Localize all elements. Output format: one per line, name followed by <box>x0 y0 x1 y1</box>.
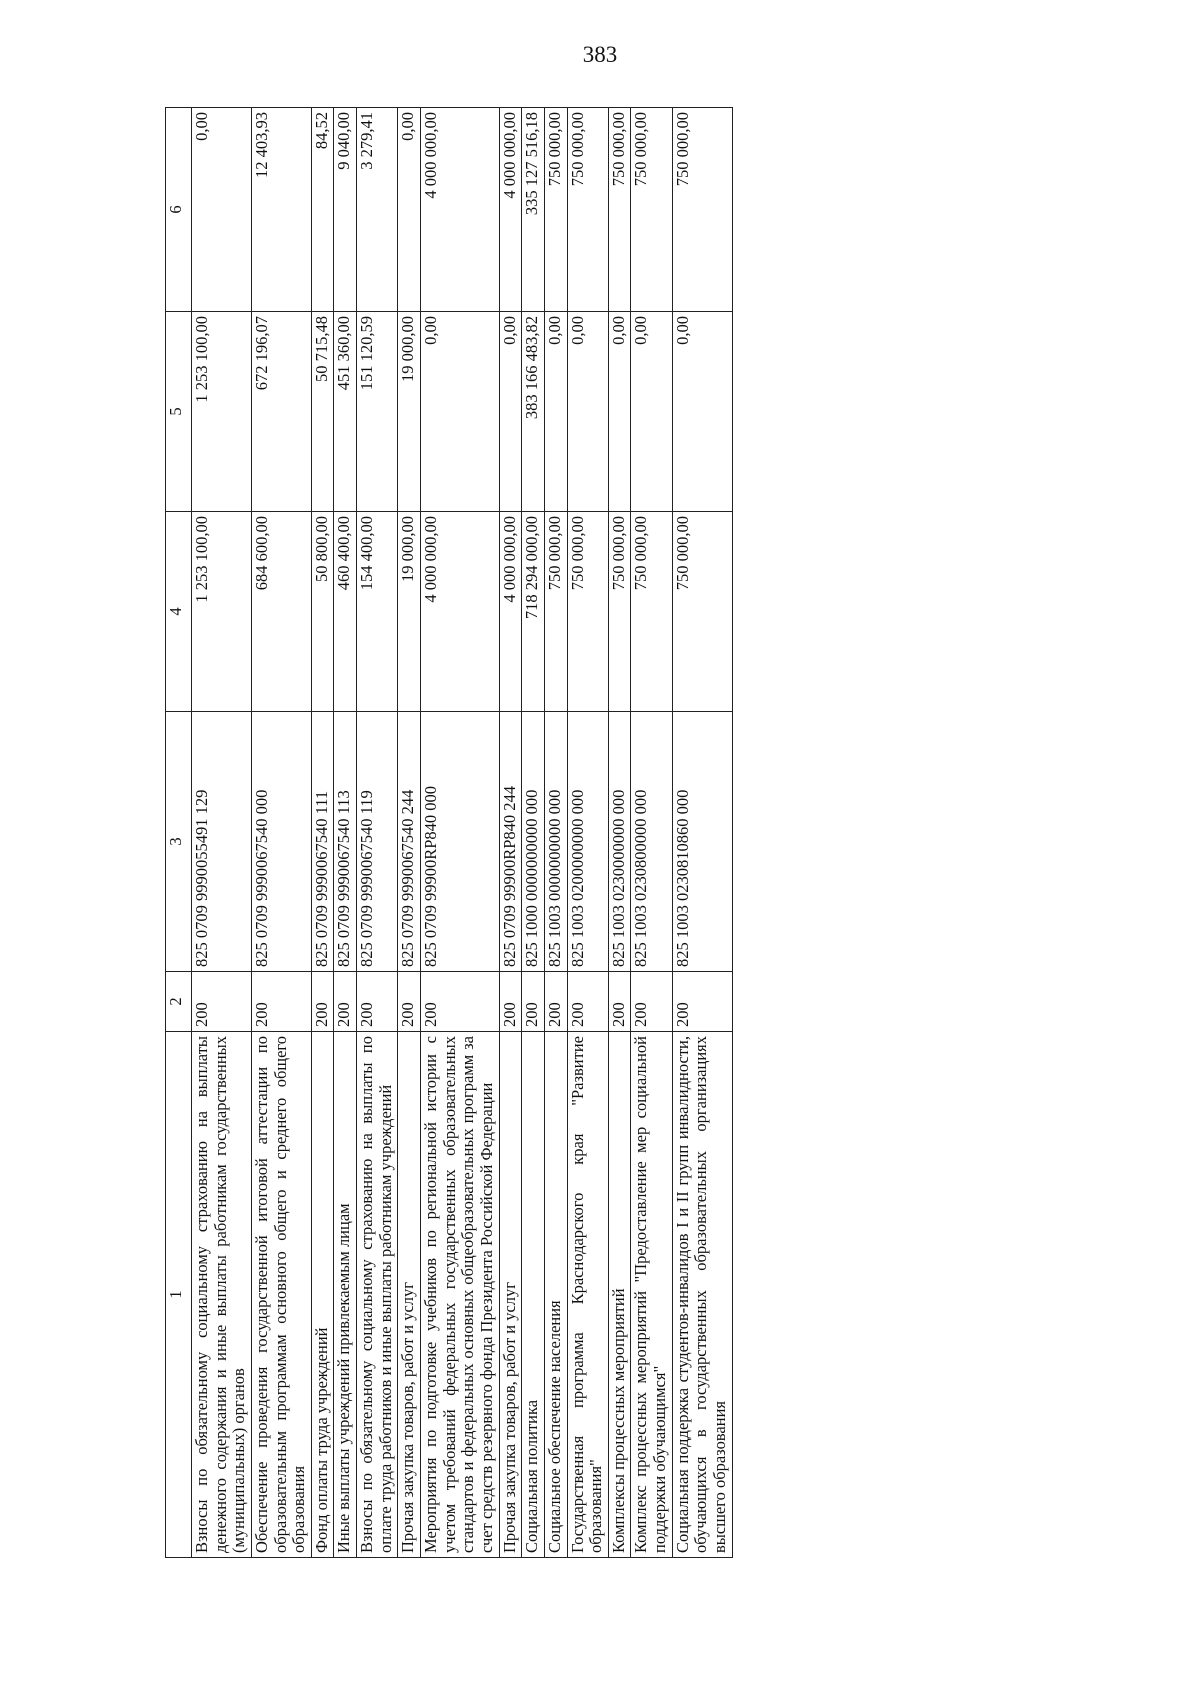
row-name-cell: Иные выплаты учреждений привлекаемым лицам <box>334 1032 357 1558</box>
header-cell: 3 <box>166 712 192 972</box>
table-row <box>499 108 522 1558</box>
header-cell: 5 <box>166 312 192 512</box>
remaining-amount-cell: 0,00 <box>398 108 421 312</box>
table-row <box>398 108 421 1558</box>
remaining-amount-cell: 0,00 <box>192 108 252 312</box>
row-name-cell: Взносы по обязательному социальному страхованию на выплаты денежного содержания и иные выплаты работникам государственных (муниципальных) органов <box>192 1032 252 1558</box>
header-cell: 6 <box>166 108 192 312</box>
table-row <box>357 108 398 1558</box>
budget-code-cell: 825 1003 0230800000 000 <box>631 712 672 972</box>
table-row <box>192 108 252 1558</box>
row-name-cell: Взносы по обязательному социальному страхованию на выплаты по оплате труда работников и иные выплаты работникам учреждений <box>357 1032 398 1558</box>
planned-amount-cell: 750 000,00 <box>567 512 608 712</box>
table-row <box>522 108 545 1558</box>
budget-code-cell: 825 0709 9990067540 113 <box>334 712 357 972</box>
planned-amount-cell: 750 000,00 <box>672 512 732 712</box>
remaining-amount-cell: 750 000,00 <box>631 108 672 312</box>
grbs-code-cell: 200 <box>357 972 398 1032</box>
table-row <box>631 108 672 1558</box>
executed-amount-cell: 151 120,59 <box>357 312 398 512</box>
planned-amount-cell: 718 294 000,00 <box>522 512 545 712</box>
executed-amount-cell: 19 000,00 <box>398 312 421 512</box>
budget-code-cell: 825 0709 99900RP840 244 <box>499 712 522 972</box>
table-row <box>544 108 567 1558</box>
budget-code-cell: 825 0709 9990067540 111 <box>311 712 334 972</box>
table-row <box>311 108 334 1558</box>
budget-code-cell: 825 0709 99900RP840 000 <box>421 712 500 972</box>
remaining-amount-cell: 750 000,00 <box>672 108 732 312</box>
row-name-cell: Мероприятия по подготовке учебников по региональной истории с учетом требований федеральных государственных образовательных стандартов и федеральных основных общеобразовательных программ за счет средств резервного фонда Президента Российской Федерации <box>421 1032 500 1558</box>
remaining-amount-cell: 4 000 000,00 <box>499 108 522 312</box>
grbs-code-cell: 200 <box>522 972 545 1032</box>
table-row <box>672 108 732 1558</box>
remaining-amount-cell: 4 000 000,00 <box>421 108 500 312</box>
executed-amount-cell: 0,00 <box>631 312 672 512</box>
budget-code-cell: 825 0709 9990067540 119 <box>357 712 398 972</box>
grbs-code-cell: 200 <box>251 972 311 1032</box>
table-row <box>608 108 631 1558</box>
header-cell: 4 <box>166 512 192 712</box>
row-name-cell: Комплексы процессных мероприятий <box>608 1032 631 1558</box>
table-row <box>334 108 357 1558</box>
rotated-table-wrapper <box>165 108 1130 1558</box>
planned-amount-cell: 750 000,00 <box>631 512 672 712</box>
row-name-cell: Прочая закупка товаров, работ и услуг <box>398 1032 421 1558</box>
grbs-code-cell: 200 <box>544 972 567 1032</box>
table-row <box>567 108 608 1558</box>
executed-amount-cell: 383 166 483,82 <box>522 312 545 512</box>
planned-amount-cell: 19 000,00 <box>398 512 421 712</box>
remaining-amount-cell: 750 000,00 <box>544 108 567 312</box>
remaining-amount-cell: 84,52 <box>311 108 334 312</box>
planned-amount-cell: 4 000 000,00 <box>499 512 522 712</box>
planned-amount-cell: 684 600,00 <box>251 512 311 712</box>
budget-code-cell: 825 1003 0200000000 000 <box>567 712 608 972</box>
row-name-cell: Социальное обеспечение населения <box>544 1032 567 1558</box>
budget-code-cell: 825 0709 9990055491 129 <box>192 712 252 972</box>
grbs-code-cell: 200 <box>421 972 500 1032</box>
budget-code-cell: 825 1003 0230810860 000 <box>672 712 732 972</box>
row-name-cell: Государственная программа Краснодарского края "Развитие образования" <box>567 1032 608 1558</box>
grbs-code-cell: 200 <box>608 972 631 1032</box>
remaining-amount-cell: 12 403,93 <box>251 108 311 312</box>
budget-code-cell: 825 1003 0230000000 000 <box>608 712 631 972</box>
grbs-code-cell: 200 <box>631 972 672 1032</box>
grbs-code-cell: 200 <box>499 972 522 1032</box>
budget-code-cell: 825 0709 9990067540 000 <box>251 712 311 972</box>
remaining-amount-cell: 335 127 516,18 <box>522 108 545 312</box>
table-header-row <box>166 108 192 1558</box>
executed-amount-cell: 0,00 <box>608 312 631 512</box>
executed-amount-cell: 0,00 <box>672 312 732 512</box>
row-name-cell: Социальная политика <box>522 1032 545 1558</box>
grbs-code-cell: 200 <box>398 972 421 1032</box>
row-name-cell: Обеспечение проведения государственной итоговой аттестации по образовательным программам основного общего и среднего общего образования <box>251 1032 311 1558</box>
remaining-amount-cell: 750 000,00 <box>608 108 631 312</box>
page-number: 383 <box>582 42 618 67</box>
executed-amount-cell: 50 715,48 <box>311 312 334 512</box>
row-name-cell: Комплекс процессных мероприятий "Предоставление мер социальной поддержки обучающимся" <box>631 1032 672 1558</box>
budget-table <box>165 107 733 1558</box>
header-cell: 2 <box>166 972 192 1032</box>
executed-amount-cell: 0,00 <box>421 312 500 512</box>
planned-amount-cell: 4 000 000,00 <box>421 512 500 712</box>
executed-amount-cell: 0,00 <box>544 312 567 512</box>
grbs-code-cell: 200 <box>567 972 608 1032</box>
planned-amount-cell: 750 000,00 <box>544 512 567 712</box>
budget-code-cell: 825 0709 9990067540 244 <box>398 712 421 972</box>
executed-amount-cell: 1 253 100,00 <box>192 312 252 512</box>
row-name-cell: Фонд оплаты труда учреждений <box>311 1032 334 1558</box>
planned-amount-cell: 750 000,00 <box>608 512 631 712</box>
table-rotation-frame <box>165 108 1130 1558</box>
planned-amount-cell: 154 400,00 <box>357 512 398 712</box>
planned-amount-cell: 50 800,00 <box>311 512 334 712</box>
header-cell: 1 <box>166 1032 192 1558</box>
row-name-cell: Социальная поддержка студентов-инвалидов I и II групп инвалидности, обучающихся в государственных образовательных организациях высшего образования <box>672 1032 732 1558</box>
table-row <box>251 108 311 1558</box>
row-name-cell: Прочая закупка товаров, работ и услуг <box>499 1032 522 1558</box>
budget-code-cell: 825 1000 0000000000 000 <box>522 712 545 972</box>
grbs-code-cell: 200 <box>334 972 357 1032</box>
executed-amount-cell: 451 360,00 <box>334 312 357 512</box>
planned-amount-cell: 460 400,00 <box>334 512 357 712</box>
executed-amount-cell: 672 196,07 <box>251 312 311 512</box>
remaining-amount-cell: 750 000,00 <box>567 108 608 312</box>
budget-code-cell: 825 1003 0000000000 000 <box>544 712 567 972</box>
remaining-amount-cell: 9 040,00 <box>334 108 357 312</box>
grbs-code-cell: 200 <box>672 972 732 1032</box>
table-row <box>421 108 500 1558</box>
executed-amount-cell: 0,00 <box>499 312 522 512</box>
remaining-amount-cell: 3 279,41 <box>357 108 398 312</box>
executed-amount-cell: 0,00 <box>567 312 608 512</box>
grbs-code-cell: 200 <box>192 972 252 1032</box>
grbs-code-cell: 200 <box>311 972 334 1032</box>
planned-amount-cell: 1 253 100,00 <box>192 512 252 712</box>
